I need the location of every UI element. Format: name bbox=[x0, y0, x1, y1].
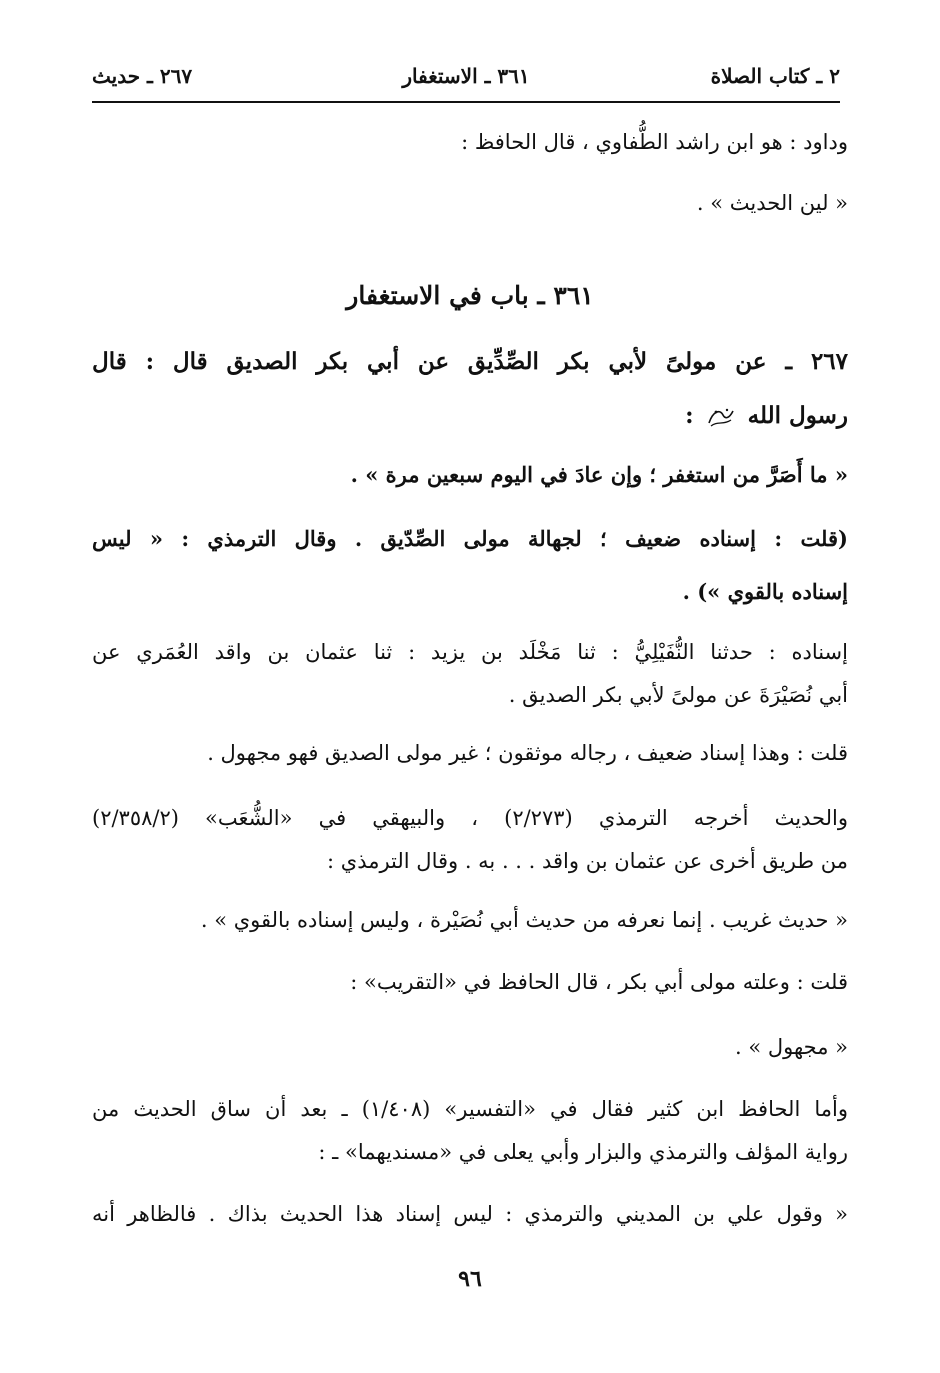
last-line: « وقول علي بن المديني والترمذي : ليس إسناد هذا الحديث بذاك . فالظاهر أنه bbox=[92, 1202, 848, 1226]
hadith-text-line-1: ٢٦٧ ـ عن مولىً لأبي بكر الصِّدِّيق عن أبي بكر الصديق قال : قال bbox=[92, 348, 848, 375]
ibn-kathir-line-1: وأما الحافظ ابن كثير فقال في «التفسير» (١/٤٠٨) ـ بعد أن ساق الحديث من bbox=[92, 1097, 848, 1121]
header-book-title: ٢ ـ كتاب الصلاة bbox=[710, 64, 840, 88]
intro-line-1: وداود : هو ابن راشد الطُّفاوي ، قال الحافظ : bbox=[461, 130, 848, 154]
running-header bbox=[92, 62, 840, 102]
verdict-line-2: إسناده بالقوي ») . bbox=[682, 579, 848, 604]
header-hadith-number: ٢٦٧ ـ حديث bbox=[92, 64, 193, 88]
isnad-line-2: أبي نُصَيْرَةَ عن مولىً لأبي بكر الصديق . bbox=[508, 683, 848, 707]
ibn-kathir-line-2: رواية المؤلف والترمذي والبزار وأبي يعلى في «مسنديهما» ـ : bbox=[318, 1140, 848, 1164]
takhrij-line-2: من طريق أخرى عن عثمان بن واقد . . . به . وقال الترمذي : bbox=[327, 849, 848, 873]
hadith-text-line-2 bbox=[685, 401, 848, 431]
tirmidhi-quote: « حديث غريب . إنما نعرفه من حديث أبي نُصَيْرة ، وليس إسناده بالقوي » . bbox=[200, 908, 848, 932]
hadith-prophet-name: رسول الله bbox=[747, 402, 848, 429]
takhrij-line-1: والحديث أخرجه الترمذي (٢/٢٧٣) ، والبيهقي في «الشُّعَب» (٢/٣٥٨/٢) bbox=[92, 806, 848, 830]
note-weak-isnad: قلت : وهذا إسناد ضعيف ، رجاله موثقون ؛ غير مولى الصديق فهو مجهول . bbox=[207, 741, 848, 765]
hadith-colon: : bbox=[685, 402, 694, 429]
isnad-line-1: إسناده : حدثنا النُّفَيْلِيُّ : ثنا مَخْلَد بن يزيد : ثنا عثمان بن واقد العُمَري عن bbox=[92, 640, 848, 664]
salawat-glyph-icon bbox=[706, 405, 736, 429]
verdict-line-1: (قلت : إسناده ضعيف ؛ لجهالة مولى الصِّدّيق . وقال الترمذي : « ليس bbox=[92, 526, 848, 551]
majhul-quote: « مجهول » . bbox=[735, 1035, 848, 1059]
header-rule bbox=[92, 101, 840, 103]
header-chapter-title: ٣٦١ ـ الاستغفار bbox=[402, 64, 530, 88]
note-illah: قلت : وعلته مولى أبي بكر ، قال الحافظ في «التقريب» : bbox=[350, 970, 848, 994]
hadith-matn: « ما أَصَرَّ من استغفر ؛ وإن عادَ في اليوم سبعين مرة » . bbox=[350, 462, 848, 487]
intro-line-2: « لين الحديث » . bbox=[696, 191, 848, 215]
page-number: ٩٦ bbox=[458, 1266, 482, 1292]
chapter-title: ٣٦١ ـ باب في الاستغفار bbox=[346, 281, 594, 310]
